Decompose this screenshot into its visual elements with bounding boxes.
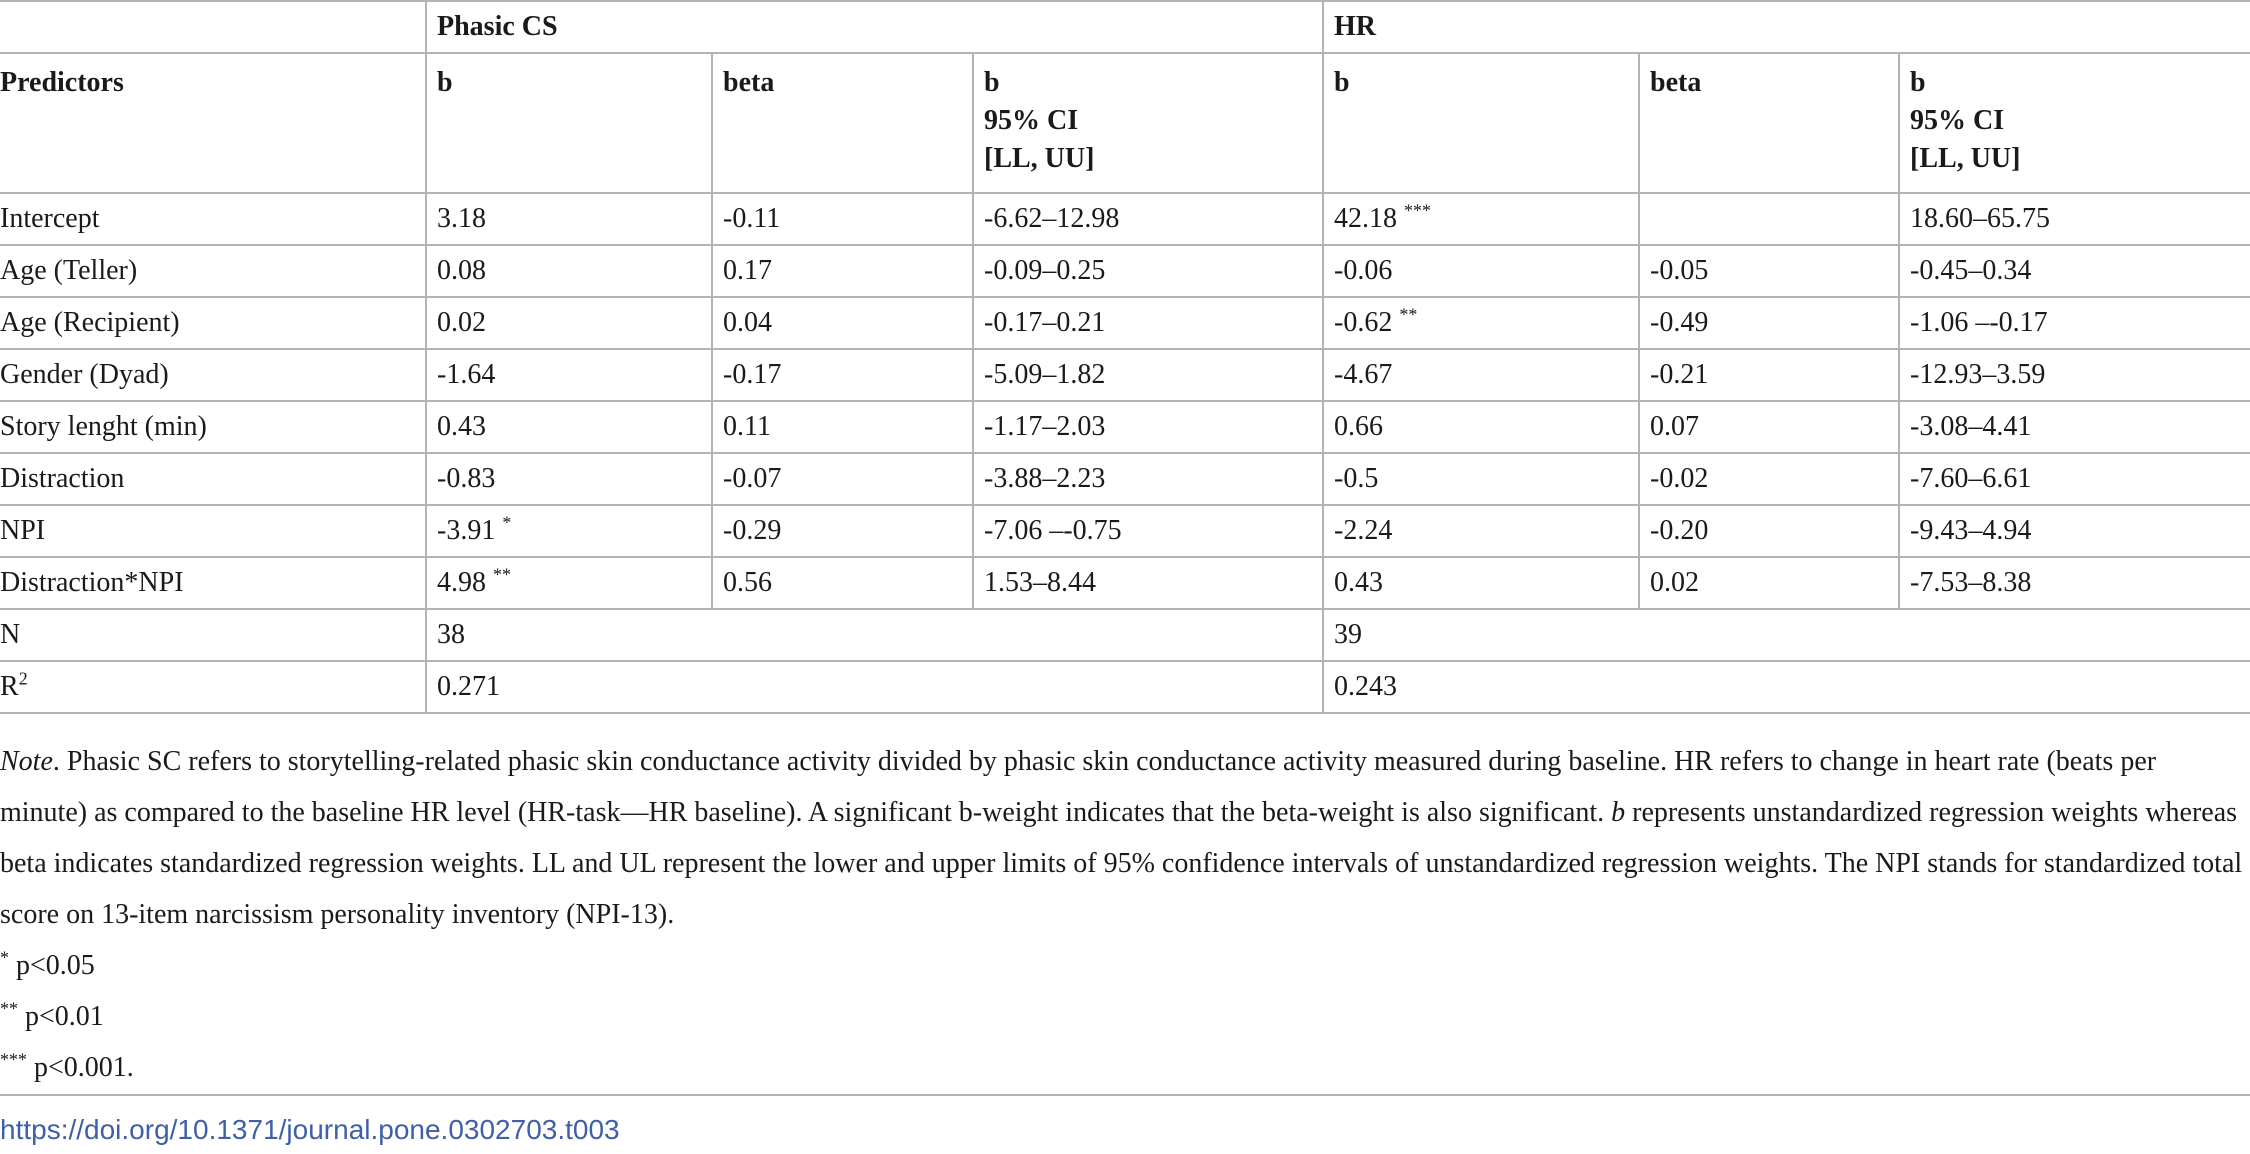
hr-b-cell: -2.24 bbox=[1323, 505, 1639, 557]
hr-b-cell: -0.5 bbox=[1323, 453, 1639, 505]
phasic-beta-cell: -0.17 bbox=[712, 349, 973, 401]
table-row bbox=[0, 453, 2250, 505]
table-row bbox=[0, 193, 2250, 245]
header-hr-b: b bbox=[1323, 53, 1639, 193]
header-phasic-ci bbox=[973, 53, 1323, 193]
phasic-b-cell: -0.83 bbox=[426, 453, 712, 505]
r2-hr: 0.243 bbox=[1323, 661, 2250, 713]
phasic-ci-cell: -1.17–2.03 bbox=[973, 401, 1323, 453]
hr-beta-cell: -0.49 bbox=[1639, 297, 1899, 349]
significance-marker: ** bbox=[1399, 304, 1418, 325]
hr-b-cell: 0.43 bbox=[1323, 557, 1639, 609]
phasic-ci-cell: -7.06 –-0.75 bbox=[973, 505, 1323, 557]
header-hr-beta: beta bbox=[1639, 53, 1899, 193]
phasic-b-cell: 3.18 bbox=[426, 193, 712, 245]
phasic-b-cell: -1.64 bbox=[426, 349, 712, 401]
predictor-label: Gender (Dyad) bbox=[0, 349, 426, 401]
group-hr: HR bbox=[1323, 1, 2250, 53]
hr-ci-cell: -0.45–0.34 bbox=[1899, 245, 2250, 297]
significance-note-2: ** p<0.01 bbox=[0, 998, 104, 1032]
table-row bbox=[0, 557, 2250, 609]
predictor-label: Story lenght (min) bbox=[0, 401, 426, 453]
significance-note-1: * p<0.05 bbox=[0, 947, 95, 981]
phasic-ci-cell: -6.62–12.98 bbox=[973, 193, 1323, 245]
column-header-row bbox=[0, 53, 2250, 193]
hr-b-cell: 42.18 *** bbox=[1323, 193, 1639, 245]
hr-beta-cell bbox=[1639, 193, 1899, 245]
header-ci-b: b bbox=[984, 67, 1000, 98]
phasic-beta-cell: 0.04 bbox=[712, 297, 973, 349]
hr-ci-cell: -12.93–3.59 bbox=[1899, 349, 2250, 401]
table-row bbox=[0, 297, 2250, 349]
n-phasic: 38 bbox=[426, 609, 1323, 661]
phasic-beta-cell: 0.17 bbox=[712, 245, 973, 297]
table-row bbox=[0, 401, 2250, 453]
phasic-ci-cell: -3.88–2.23 bbox=[973, 453, 1323, 505]
note-b-symbol: b bbox=[1611, 797, 1626, 828]
doi-link[interactable]: https://doi.org/10.1371/journal.pone.0302703.t003 bbox=[0, 1114, 620, 1145]
group-phasic-cs: Phasic CS bbox=[426, 1, 1323, 53]
table-row bbox=[0, 349, 2250, 401]
n-hr: 39 bbox=[1323, 609, 2250, 661]
group-header-row bbox=[0, 1, 2250, 53]
table-notes bbox=[0, 736, 2250, 1093]
significance-marker: ** bbox=[493, 564, 511, 585]
hr-ci-cell: -1.06 –-0.17 bbox=[1899, 297, 2250, 349]
hr-beta-cell: -0.05 bbox=[1639, 245, 1899, 297]
phasic-ci-cell: 1.53–8.44 bbox=[973, 557, 1323, 609]
header-ci-b: b bbox=[1910, 67, 1926, 98]
phasic-b-cell: 0.08 bbox=[426, 245, 712, 297]
header-predictors: Predictors bbox=[0, 53, 426, 193]
r2-label: $R^2$ bbox=[0, 661, 426, 713]
phasic-beta-cell: 0.56 bbox=[712, 557, 973, 609]
hr-ci-cell: -7.53–8.38 bbox=[1899, 557, 2250, 609]
phasic-b-cell: 0.02 bbox=[426, 297, 712, 349]
hr-beta-cell: -0.02 bbox=[1639, 453, 1899, 505]
predictor-label: Distraction bbox=[0, 453, 426, 505]
header-hr-ci bbox=[1899, 53, 2250, 193]
hr-ci-cell: -7.60–6.61 bbox=[1899, 453, 2250, 505]
n-label: N bbox=[0, 609, 426, 661]
phasic-beta-cell: 0.11 bbox=[712, 401, 973, 453]
hr-ci-cell: -9.43–4.94 bbox=[1899, 505, 2250, 557]
table-row bbox=[0, 505, 2250, 557]
table-row bbox=[0, 245, 2250, 297]
header-ci-label: 95% CI bbox=[1910, 105, 2005, 136]
header-ci-label: 95% CI bbox=[984, 105, 1079, 136]
phasic-beta-cell: -0.11 bbox=[712, 193, 973, 245]
predictor-label: Age (Teller) bbox=[0, 245, 426, 297]
r2-superscript: 2 bbox=[18, 668, 28, 689]
hr-ci-cell: -3.08–4.41 bbox=[1899, 401, 2250, 453]
phasic-ci-cell: -0.09–0.25 bbox=[973, 245, 1323, 297]
hr-b-cell: -0.62 ** bbox=[1323, 297, 1639, 349]
predictor-label: Distraction*NPI bbox=[0, 557, 426, 609]
significance-marker: * bbox=[502, 512, 512, 533]
hr-beta-cell: -0.21 bbox=[1639, 349, 1899, 401]
hr-beta-cell: 0.07 bbox=[1639, 401, 1899, 453]
summary-row-r2 bbox=[0, 661, 2250, 713]
empty-corner-cell bbox=[0, 1, 426, 53]
hr-b-cell: -4.67 bbox=[1323, 349, 1639, 401]
header-ci-range: [LL, UU] bbox=[1910, 143, 2021, 174]
hr-b-cell: -0.06 bbox=[1323, 245, 1639, 297]
predictor-label: Age (Recipient) bbox=[0, 297, 426, 349]
hr-beta-cell: -0.20 bbox=[1639, 505, 1899, 557]
hr-beta-cell: 0.02 bbox=[1639, 557, 1899, 609]
phasic-b-cell: -3.91 * bbox=[426, 505, 712, 557]
phasic-ci-cell: -5.09–1.82 bbox=[973, 349, 1323, 401]
note-label: Note bbox=[0, 746, 53, 777]
phasic-b-cell: 0.43 bbox=[426, 401, 712, 453]
r2-phasic: 0.271 bbox=[426, 661, 1323, 713]
note-paragraph: Note. Phasic SC refers to storytelling-related phasic skin conductance activity divided by phasic skin conductance activity measured during baseline. HR refers to change in heart rate (beats per minute) as compared to the baseline HR level (HR-task—HR baseline). A significant b-weight indicates that the beta-weight is also significant. b represents unstandardized regression weights whereas beta indicates standardized regression weights. LL and UL represent the lower and upper limits of 95% confidence intervals of unstandardized regression weights. The NPI stands for standardized total score on 13-item narcissism personality inventory (NPI-13). bbox=[0, 746, 2243, 930]
header-phasic-beta: beta bbox=[712, 53, 973, 193]
hr-ci-cell: 18.60–65.75 bbox=[1899, 193, 2250, 245]
header-ci-range: [LL, UU] bbox=[984, 143, 1095, 174]
summary-row-n bbox=[0, 609, 2250, 661]
significance-note-3: *** p<0.001. bbox=[0, 1049, 134, 1083]
predictor-label: Intercept bbox=[0, 193, 426, 245]
phasic-ci-cell: -0.17–0.21 bbox=[973, 297, 1323, 349]
header-phasic-b: b bbox=[426, 53, 712, 193]
footer-divider bbox=[0, 1094, 2250, 1096]
phasic-beta-cell: -0.07 bbox=[712, 453, 973, 505]
phasic-beta-cell: -0.29 bbox=[712, 505, 973, 557]
hr-b-cell: 0.66 bbox=[1323, 401, 1639, 453]
significance-marker: *** bbox=[1404, 200, 1432, 221]
predictor-label: NPI bbox=[0, 505, 426, 557]
phasic-b-cell: 4.98 ** bbox=[426, 557, 712, 609]
